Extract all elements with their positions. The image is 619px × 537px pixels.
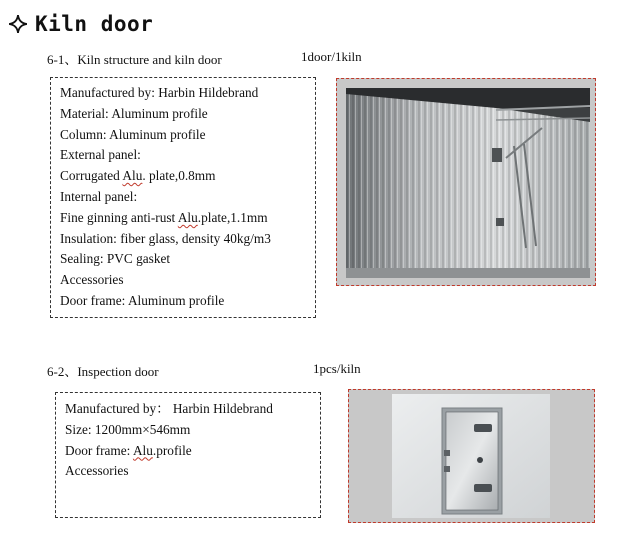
spec-line: Door frame: Alu.profile xyxy=(65,442,192,458)
section1-heading: 6-1、Kiln structure and kiln door xyxy=(47,52,222,67)
spec-line: Size: 1200mm×546mm xyxy=(65,421,191,437)
spec-line: Accessories xyxy=(60,272,124,288)
spec-line: Material: Aluminum profile xyxy=(60,105,208,121)
inspection-door-photo-frame xyxy=(348,389,595,523)
page-title-text: Kiln door xyxy=(35,12,154,36)
kiln-photo-frame xyxy=(336,78,596,286)
spec-line: Column: Aluminum profile xyxy=(60,126,206,142)
inspection-door-photo xyxy=(392,394,550,518)
spec-line: Fine ginning anti-rust Alu.plate,1.1mm xyxy=(60,209,268,225)
spec-line: Door frame: Aluminum profile xyxy=(60,292,225,308)
spec-line: External panel: xyxy=(60,147,141,163)
section2-heading: 6-2、Inspection door xyxy=(47,364,159,379)
section2-quantity: 1pcs/kiln xyxy=(313,361,361,376)
section2-spec-box xyxy=(55,392,321,518)
section1-quantity: 1door/1kiln xyxy=(301,49,362,64)
page-title xyxy=(9,12,153,36)
spec-line: Corrugated Alu. plate,0.8mm xyxy=(60,168,216,184)
spec-line: Sealing: PVC gasket xyxy=(60,251,171,267)
spec-line: Insulation: fiber glass, density 40kg/m3 xyxy=(60,230,271,246)
kiln-photo xyxy=(346,88,590,278)
spec-line: Manufactured by: Harbin Hildebrand xyxy=(60,85,259,100)
section1-spec-box xyxy=(50,77,316,318)
spec-line: Accessories xyxy=(65,463,129,479)
spec-line: Internal panel: xyxy=(60,188,138,204)
spec-line: Manufactured by： Harbin Hildebrand xyxy=(65,401,273,416)
four-point-star-icon xyxy=(9,15,27,33)
